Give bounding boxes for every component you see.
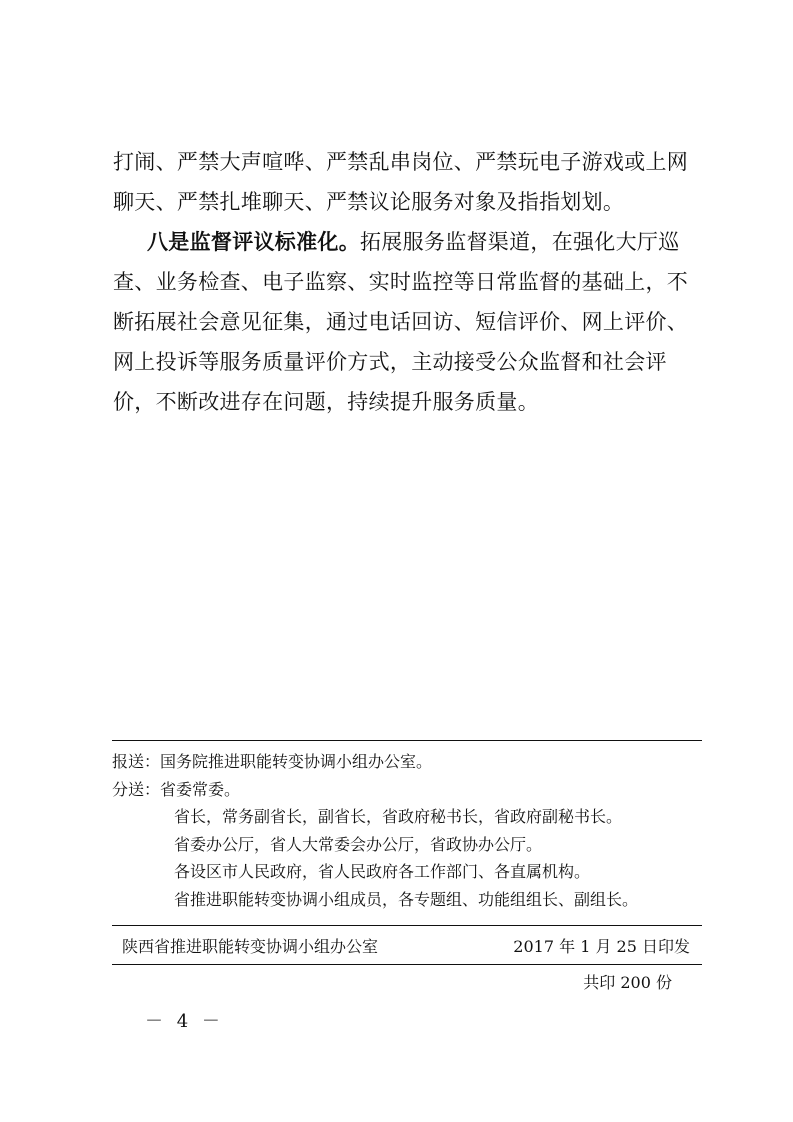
issuing-office: 陕西省推进职能转变协调小组办公室	[122, 937, 379, 956]
body-line: 网上投诉等服务质量评价方式，主动接受公众监督和社会评	[113, 350, 667, 374]
top-rule	[112, 740, 702, 741]
body-line: 价，不断改进存在问题，持续提升服务质量。	[113, 390, 539, 414]
issue-date: 2017 年 1 月 25 日印发	[513, 937, 690, 956]
bottom-rule	[112, 964, 702, 965]
copy-to-line: 省委办公厅，省人大常委会办公厅，省政协办公厅。	[174, 834, 543, 854]
body-line: 聊天、严禁扎堆聊天、严禁议论服务对象及指指划划。	[113, 190, 625, 214]
report-to: 报送：国务院推进职能转变协调小组办公室。	[112, 752, 433, 771]
body-line: 查、业务检查、电子监察、实时监控等日常监督的基础上，不	[113, 270, 689, 294]
section-heading: 八是监督评议标准化。	[147, 230, 360, 254]
page-number: － 4 －	[145, 1011, 224, 1032]
issuer-line	[112, 935, 690, 959]
copy-to-line: 各设区市人民政府，省人民政府各工作部门、各直属机构。	[174, 862, 591, 882]
copy-to-line: 省推进职能转变协调小组成员，各专题组、功能组组长、副组长。	[174, 889, 639, 909]
section-eight-paragraph	[113, 222, 693, 262]
body-text	[113, 142, 693, 422]
print-copies: 共印 200 份	[583, 973, 672, 992]
body-line-rest: 拓展服务监督渠道，在强化大厅巡	[360, 230, 680, 254]
copy-to-line: 省长，常务副省长，副省长，省政府秘书长，省政府副秘书长。	[174, 807, 623, 827]
copy-to: 分送：省委常委。	[112, 779, 241, 799]
middle-rule	[112, 925, 702, 926]
body-line: 打闹、严禁大声喧哗、严禁乱串岗位、严禁玩电子游戏或上网	[113, 150, 689, 174]
body-line: 断拓展社会意见征集，通过电话回访、短信评价、网上评价、	[113, 310, 689, 334]
distribution-list	[112, 748, 702, 914]
